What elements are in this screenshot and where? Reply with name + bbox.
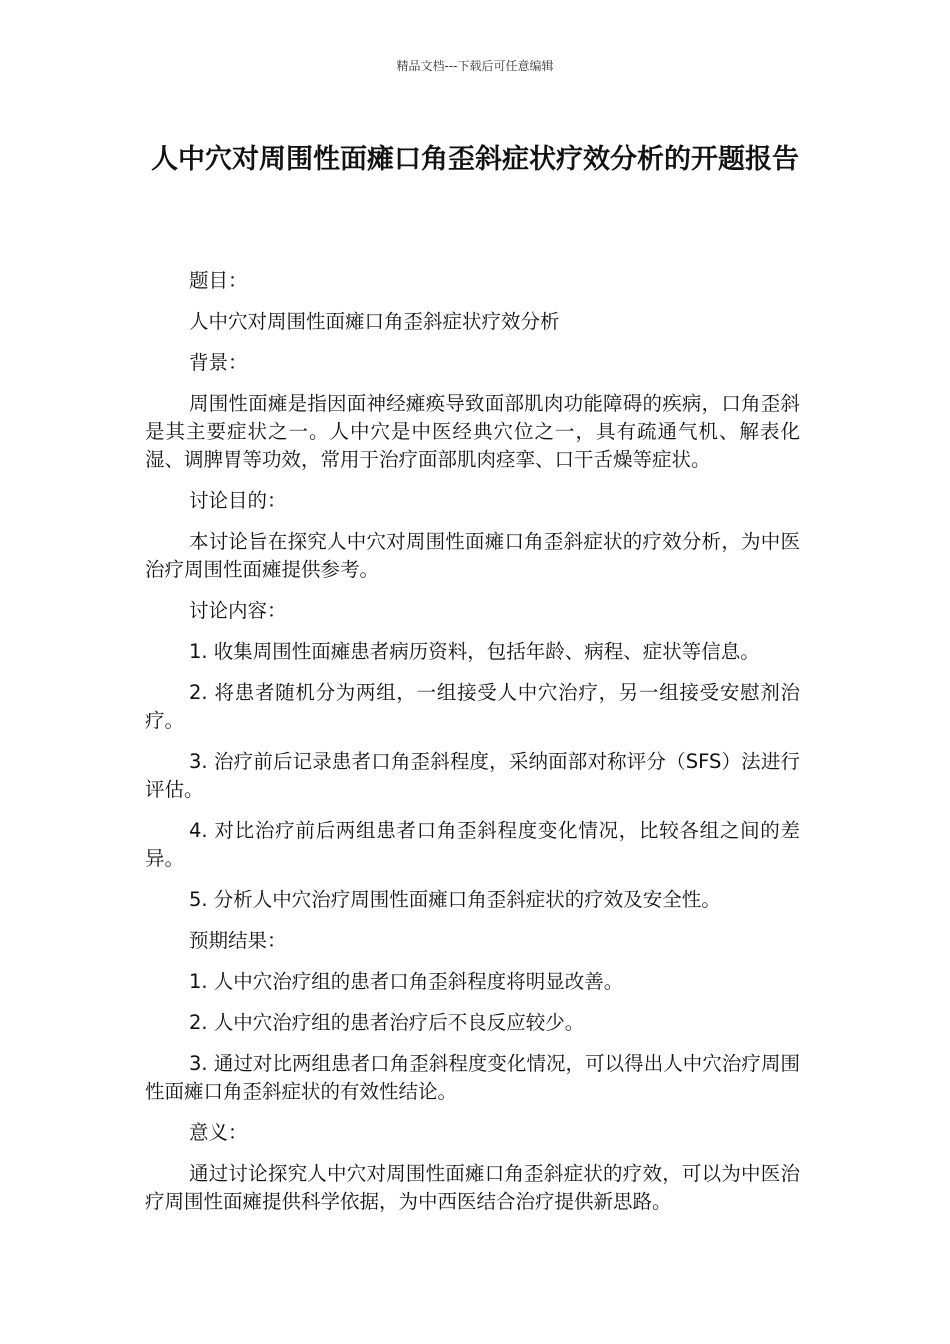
content-item: 2. 将患者随机分为两组，一组接受人中穴治疗，另一组接受安慰剂治疗。 (145, 681, 800, 732)
content-label: 讨论内容： (189, 599, 287, 622)
document-body (145, 267, 800, 1229)
results-label: 预期结果： (189, 929, 287, 952)
results-item: 1. 人中穴治疗组的患者口角歪斜程度将明显改善。 (189, 970, 624, 993)
content-item: 4. 对比治疗前后两组患者口角歪斜程度变化情况，比较各组之间的差异。 (145, 819, 800, 870)
topic-text: 人中穴对周围性面瘫口角歪斜症状疗效分析 (189, 310, 560, 333)
background-label: 背景： (189, 351, 248, 374)
content-item: 5. 分析人中穴治疗周围性面瘫口角歪斜症状的疗效及安全性。 (189, 888, 721, 911)
results-item: 3. 通过对比两组患者口角歪斜程度变化情况，可以得出人中穴治疗周围性面瘫口角歪斜症状的有效性结论。 (145, 1052, 800, 1103)
document-title: 人中穴对周围性面瘫口角歪斜症状疗效分析的开题报告 (151, 144, 799, 175)
background-text: 周围性面瘫是指因面神经瘫痪导致面部肌肉功能障碍的疾病，口角歪斜是其主要症状之一。人中穴是中医经典穴位之一，具有疏通气机、解表化湿、调脾胃等功效，常用于治疗面部肌肉痉挛、口干舌燥等症状。 (145, 392, 800, 471)
significance-text: 通过讨论探究人中穴对周围性面瘫口角歪斜症状的疗效，可以为中医治疗周围性面瘫提供科学依据，为中西医结合治疗提供新思路。 (145, 1162, 800, 1213)
content-item: 3. 治疗前后记录患者口角歪斜程度，采纳面部对称评分（SFS）法进行评估。 (145, 750, 800, 801)
purpose-label: 讨论目的： (189, 489, 287, 512)
purpose-text: 本讨论旨在探究人中穴对周围性面瘫口角歪斜症状的疗效分析，为中医治疗周围性面瘫提供参考。 (145, 530, 800, 581)
results-item: 2. 人中穴治疗组的患者治疗后不良反应较少。 (189, 1011, 585, 1034)
topic-label: 题目： (189, 269, 248, 292)
significance-label: 意义： (189, 1121, 248, 1144)
content-item: 1. 收集周围性面瘫患者病历资料，包括年龄、病程、症状等信息。 (189, 640, 760, 663)
header-note: 精品文档---下载后可任意编辑 (396, 59, 554, 73)
